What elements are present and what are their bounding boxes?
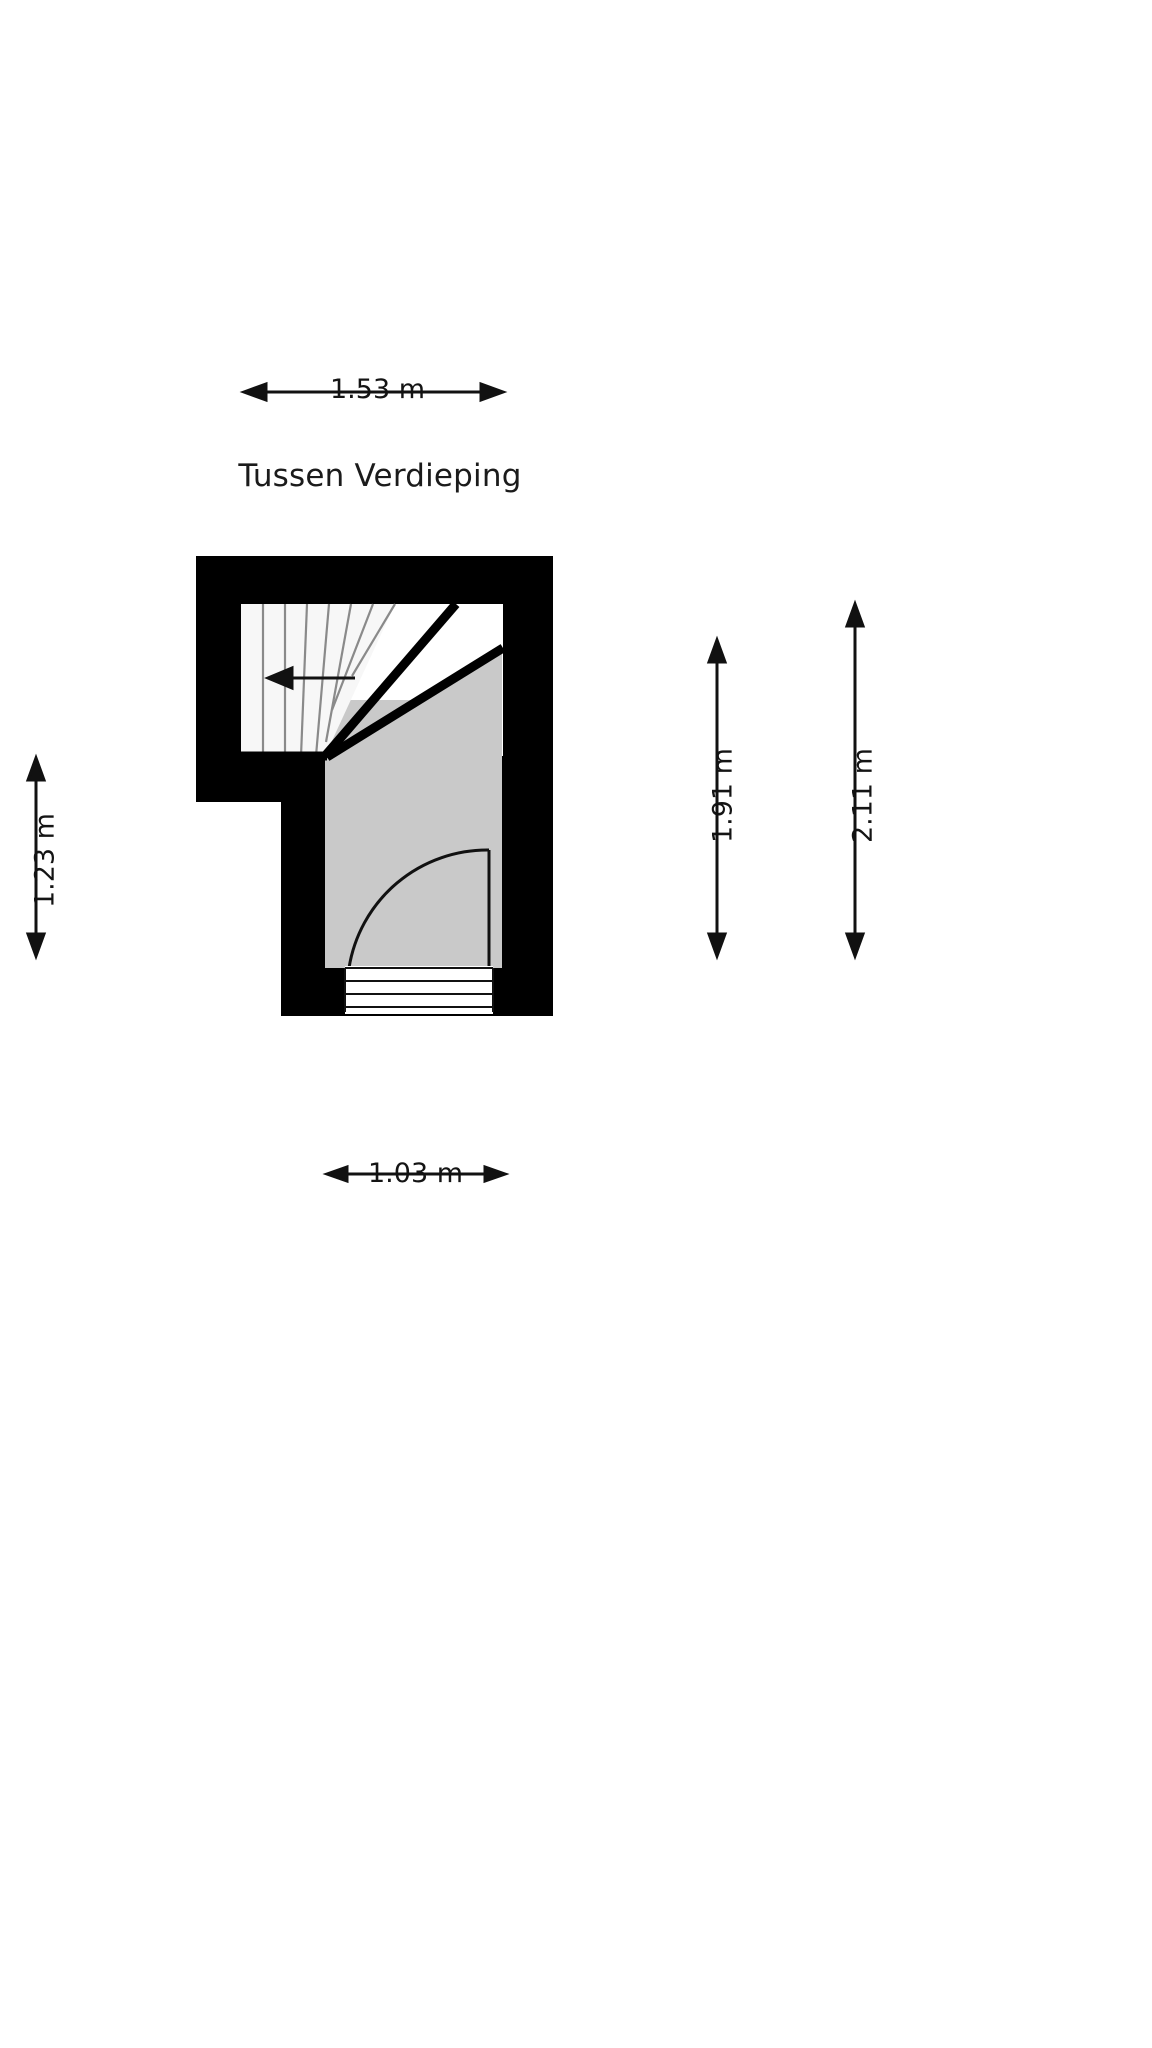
dimension-label-right-inner: 1.91 m	[707, 748, 739, 844]
dimension-arrow-bottom	[327, 1167, 505, 1181]
page-title: Tussen Verdieping	[238, 458, 522, 494]
dimension-label-bottom: 1.03 m	[368, 1158, 464, 1189]
dimension-arrow-right-inner	[709, 640, 725, 956]
dimension-arrow-left	[28, 758, 44, 956]
dimension-arrow-top	[244, 384, 503, 400]
door-opening	[345, 966, 493, 1014]
dimension-label-right-outer: 2.11 m	[847, 748, 879, 844]
dimension-arrow-right-outer	[847, 604, 863, 956]
dimension-label-top: 1.53 m	[330, 374, 426, 405]
dimension-label-left: 1.23 m	[29, 813, 61, 909]
